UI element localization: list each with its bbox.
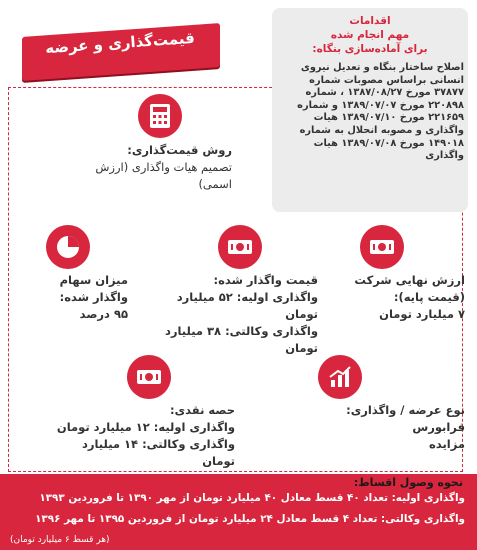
shares-sold-value: ۹۵ درصد [79, 307, 128, 321]
final-value-title: ارزش نهایی شرکت [354, 273, 465, 287]
shares-sold [18, 272, 128, 323]
final-value-value: ۷ میلیارد تومان [379, 307, 465, 321]
actions-note-title [272, 14, 468, 56]
cash-share [55, 402, 235, 470]
actions-note-body: اصلاح ساختار بنگاه و تعدیل نیروی انسانی براساس مصوبات شماره ۳۷۸۷۷ مورخ ۱۳۸۷/۰۸/۲۷ ، شماره ۲۲۰۸۹۸ مورخ ۱۳۸۹/۰۷/۰۷ و شماره ۲۲۱۶۵۹ مورخ ۱۳۸۹/۰۷/۱۰ هیات واگذاری و مصوبه انحلال به شماره ۱۴۹۰۱۸ مورخ ۱۳۸۹/۰۷/۰۸ هیات واگذاری [297, 62, 464, 162]
pricing-method [90, 142, 232, 193]
note-title-line: اقدامات [349, 15, 391, 27]
money-icon [127, 355, 171, 399]
pricing-method-title: روش قیمت‌گذاری: [127, 143, 232, 157]
money-icon [360, 225, 404, 269]
price-sold-title: قیمت واگذار شده: [213, 273, 318, 287]
money-icon [218, 225, 262, 269]
calculator-icon [138, 94, 182, 138]
pricing-method-value: تصمیم هیات واگذاری (ارزش اسمی) [95, 160, 232, 191]
payment-title: نحوه وصول اقساط: [353, 476, 463, 489]
payment-line: واگذاری اولیه: تعداد ۴۰ قسط معادل ۴۰ میلیارد تومان از مهر ۱۳۹۰ تا فروردین ۱۳۹۳ [39, 492, 465, 504]
offer-type-line: فرابورس [412, 420, 465, 434]
shares-sold-title: میزان سهام [59, 273, 128, 287]
payment-line: واگذاری وکالتی: تعداد ۴ قسط معادل ۲۴ میلیارد تومان از فروردین ۱۳۹۵ تا مهر ۱۳۹۶ [35, 513, 465, 525]
payment-note: (هر قسط ۶ میلیارد تومان) [10, 535, 110, 545]
note-title-line: برای آماده‌سازی بنگاه: [312, 43, 428, 55]
offer-type-title: نوع عرضه / واگذاری: [346, 403, 465, 417]
cash-share-line: واگذاری وکالتی: ۱۴ میلیارد تومان [81, 437, 235, 468]
cash-share-title: حصه نقدی: [170, 403, 235, 417]
offer-type [300, 402, 465, 453]
price-sold-line: واگذاری وکالتی: ۳۸ میلیارد تومان [164, 324, 318, 355]
final-value-label: (قیمت پایه): [393, 290, 465, 304]
price-sold [148, 272, 318, 357]
pie-chart-icon [46, 225, 90, 269]
shares-sold-label: واگذار شده: [59, 290, 128, 304]
final-value [340, 272, 465, 323]
price-sold-line: واگذاری اولیه: ۵۲ میلیارد تومان [176, 290, 318, 321]
offer-type-line: مزایده [429, 437, 465, 451]
header-title: قیمت‌گذاری و عرضه [44, 28, 196, 58]
growth-icon [318, 355, 362, 399]
cash-share-line: واگذاری اولیه: ۱۲ میلیارد تومان [56, 420, 235, 434]
note-title-line: مهم انجام شده [330, 29, 410, 41]
